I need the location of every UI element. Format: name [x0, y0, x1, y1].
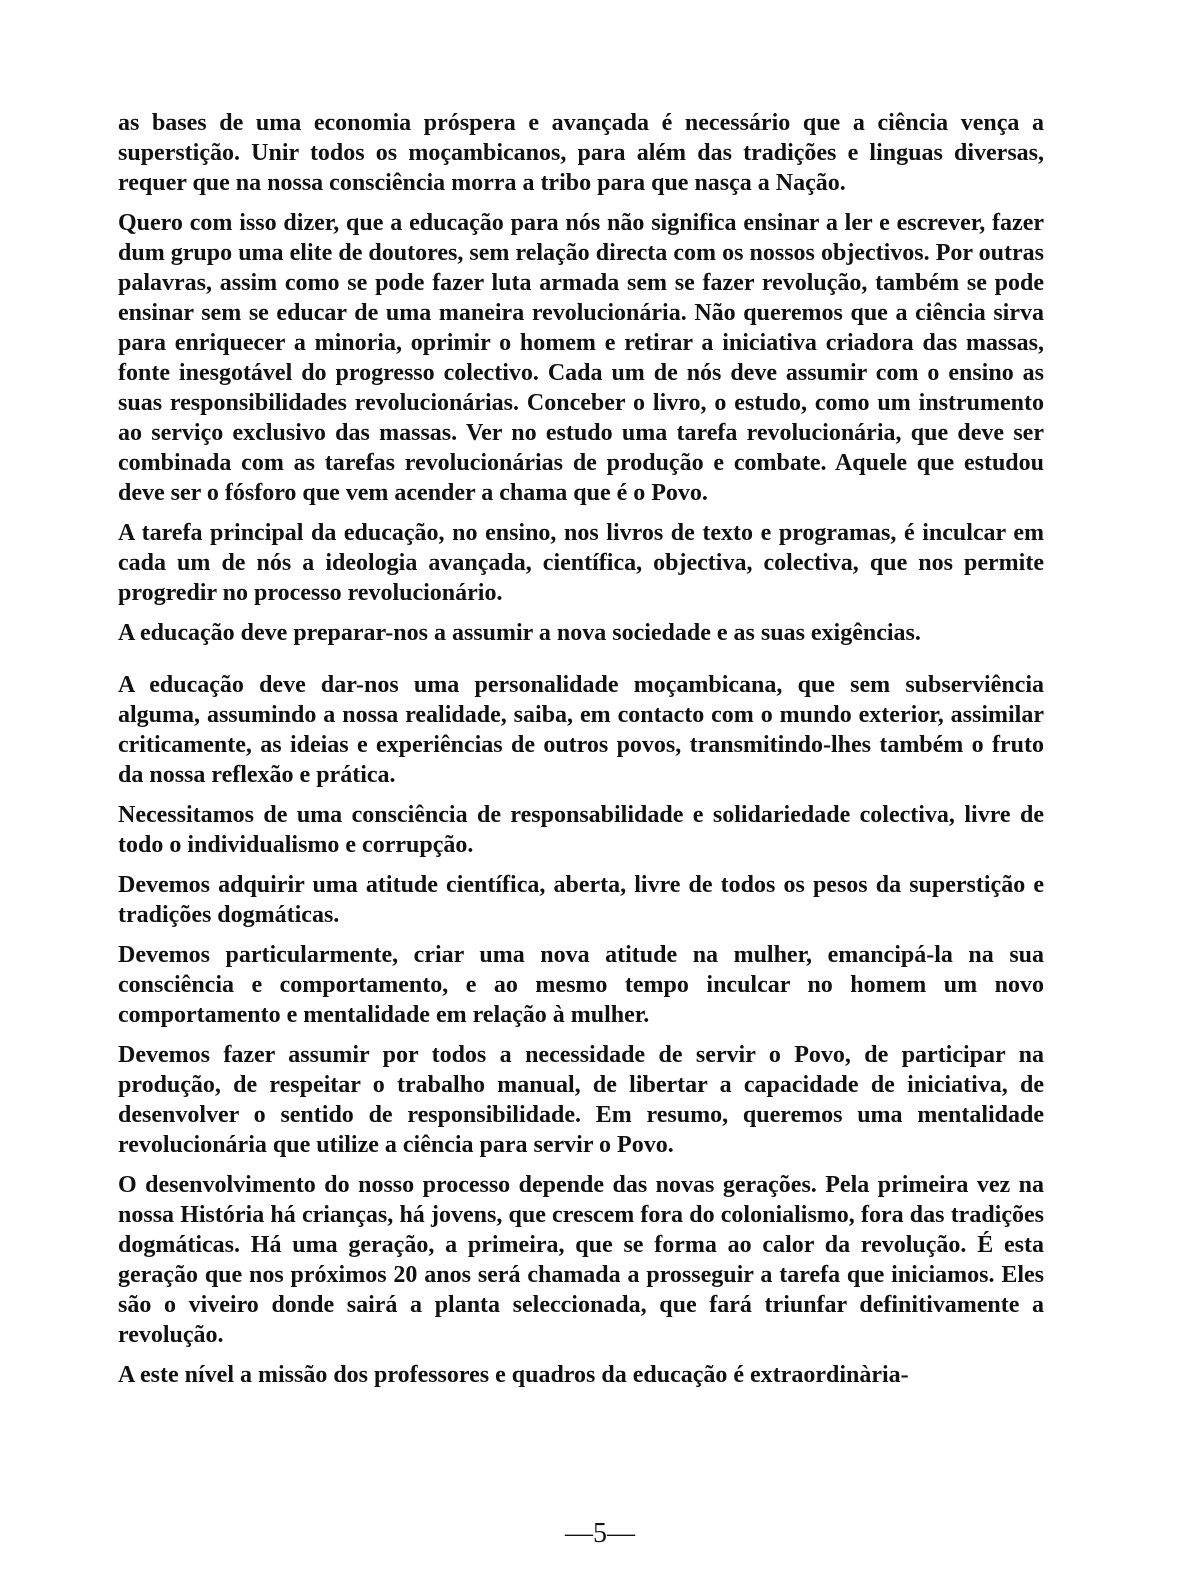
- paragraph-11: A este nível a missão dos professores e quadros da educação é extraordinària-: [118, 1362, 909, 1388]
- paragraph-8: Devemos particularmente, criar uma nova atitude na mulher, emancipá-la na sua consciência e comportamento, e ao mesmo tempo inculcar no homem um novo comportamento e mentalidade em relação à mulher.: [118, 942, 1044, 1028]
- paragraph-6: Necessitamos de uma consciência de responsabilidade e solidariedade colectiva, livre de todo o individualismo e corrupção.: [118, 802, 1044, 858]
- paragraph-1: as bases de uma economia próspera e avançada é necessário que a ciência vença a superstição. Unir todos os moçambicanos, para além das tradições e linguas diversas, requer que na nossa consciência morra a tribo para que nasça a Nação.: [118, 110, 1044, 196]
- paragraph-2: Quero com isso dizer, que a educação para nós não significa ensinar a ler e escrever, fazer dum grupo uma elite de doutores, sem relação directa com os nossos objectivos. Por outras palavras, assim como se pode fazer luta armada sem se fazer revolução, também se pode ensinar sem se educar de uma maneira revolucionária. Não queremos que a ciência sirva para enriquecer a minoria, oprimir o homem e retirar a iniciativa criadora das massas, fonte inesgotável do progresso colectivo. Cada um de nós deve assumir com o ensino as suas responsibilidades revolucionárias. Conceber o livro, o estudo, como um instrumento ao serviço exclusivo das massas. Ver no estudo uma tarefa revolucionária, que deve ser combinada com as tarefas revolucionárias de produção e combate. Aquele que estudou deve ser o fósforo que vem acender a chama que é o Povo.: [118, 210, 1044, 506]
- paragraph-10: O desenvolvimento do nosso processo depende das novas gerações. Pela primeira vez na nossa História há crianças, há jovens, que crescem fora do colonialismo, fora das tradições dogmáticas. Há uma geração, a primeira, que se forma ao calor da revolução. É esta geração que nos próximos 20 anos será chamada a prosseguir a tarefa que iniciamos. Eles são o viveiro donde sairá a planta seleccionada, que fará triunfar definitivamente a revolução.: [118, 1172, 1044, 1348]
- paragraph-3: A tarefa principal da educação, no ensino, nos livros de texto e programas, é inculcar em cada um de nós a ideologia avançada, científica, objectiva, colectiva, que nos permite progredir no processo revolucionário.: [118, 520, 1044, 606]
- paragraph-9: Devemos fazer assumir por todos a necessidade de servir o Povo, de participar na produção, de respeitar o trabalho manual, de libertar a capacidade de iniciativa, de desenvolver o sentido de responsibilidade. Em resumo, queremos uma mentalidade revolucionária que utilize a ciência para servir o Povo.: [118, 1042, 1044, 1158]
- paragraph-5: A educação deve dar-nos uma personalidade moçambicana, que sem subserviência alguma, assumindo a nossa realidade, saiba, em contacto com o mundo exterior, assimilar criticamente, as ideias e experiências de outros povos, transmitindo-lhes também o fruto da nossa reflexão e prática.: [118, 672, 1044, 788]
- paragraph-4: A educação deve preparar-nos a assumir a nova sociedade e as suas exigências.: [118, 620, 921, 646]
- page-number: —5—: [565, 1518, 635, 1549]
- paragraph-7: Devemos adquirir uma atitude científica, aberta, livre de todos os pesos da superstição e tradições dogmáticas.: [118, 872, 1044, 928]
- document-body: [118, 108, 1044, 1400]
